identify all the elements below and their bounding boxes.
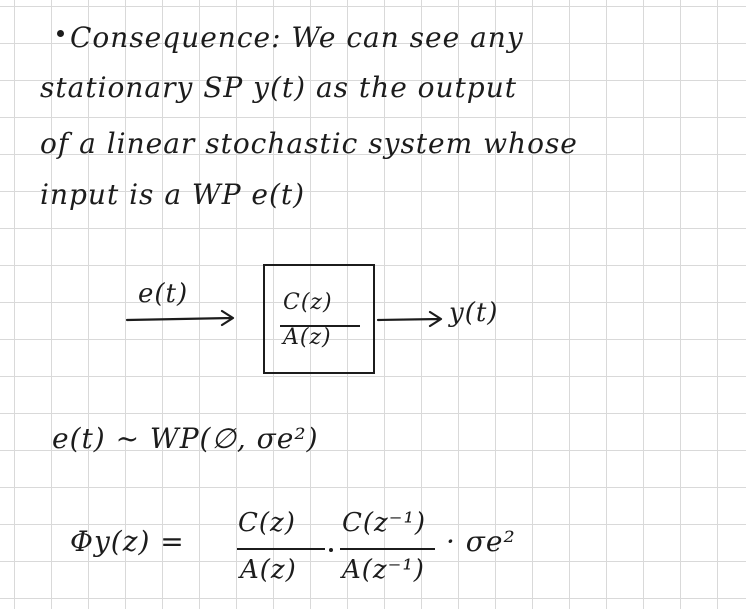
system-block bbox=[263, 264, 375, 374]
transfer-function-denominator: A(z) bbox=[283, 325, 332, 350]
diagram-output-label: y(t) bbox=[449, 298, 499, 328]
white-noise-definition: e(t) ~ WP(∅, σe²) bbox=[52, 422, 319, 455]
text-line-1: Consequence: We can see any bbox=[70, 21, 524, 54]
diagram-input-label: e(t) bbox=[138, 279, 189, 309]
spectrum-lhs: Φy(z) = bbox=[70, 525, 185, 558]
text-line-4: input is a WP e(t) bbox=[40, 178, 306, 211]
transfer-function-numerator: C(z) bbox=[283, 290, 333, 315]
spectrum-fraction2-bar bbox=[340, 548, 435, 550]
spectrum-fraction1-numerator: C(z) bbox=[238, 508, 296, 538]
text-line-2: stationary SP y(t) as the output bbox=[40, 71, 518, 104]
text-line-3: of a linear stochastic system whose bbox=[40, 127, 578, 160]
spectrum-variance-term: · σe² bbox=[446, 525, 516, 558]
spectrum-fraction2-denominator: A(z⁻¹) bbox=[342, 555, 425, 585]
spectrum-fraction2-numerator: C(z⁻¹) bbox=[342, 508, 427, 538]
spectrum-fraction1-denominator: A(z) bbox=[240, 555, 297, 585]
input-arrow bbox=[127, 311, 233, 325]
multiplication-dot bbox=[329, 548, 333, 552]
spectrum-fraction1-bar bbox=[237, 548, 325, 550]
output-arrow bbox=[378, 312, 441, 326]
